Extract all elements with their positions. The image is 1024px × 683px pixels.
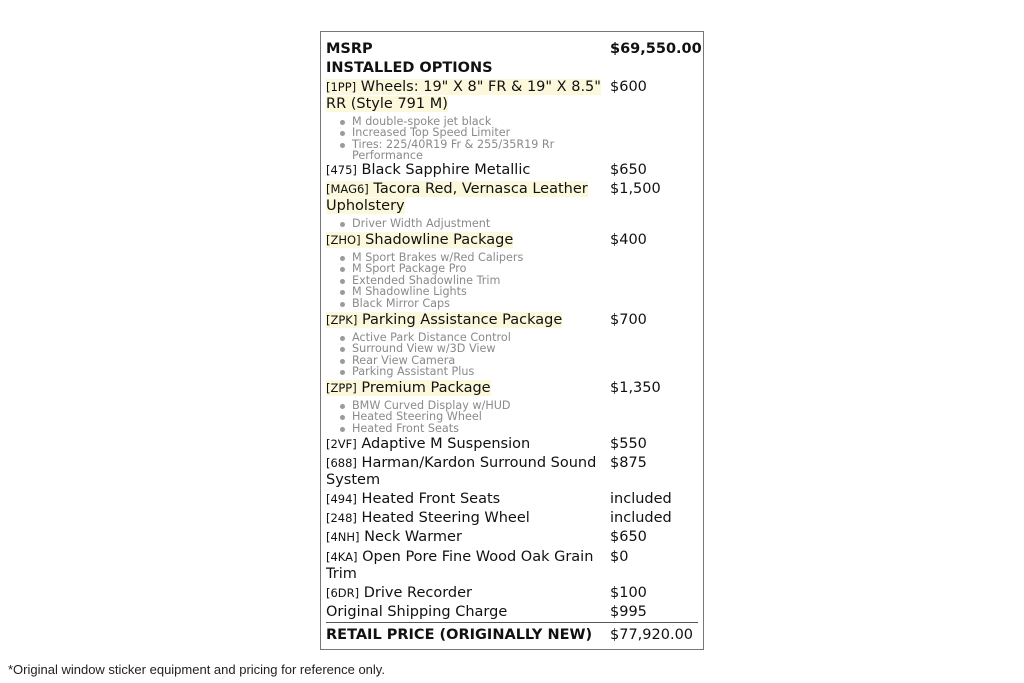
option-name: Black Sapphire Metallic: [361, 162, 531, 178]
option-details-list: [326, 116, 606, 162]
option-name: Open Pore Fine Wood Oak Grain Trim: [326, 549, 594, 582]
option-detail-item: M Sport Package Pro: [326, 263, 606, 274]
option-price: $0: [610, 549, 629, 565]
option-description: [326, 181, 606, 215]
option-description: [326, 436, 606, 453]
option-name: Tacora Red, Vernasca Leather Upholstery: [326, 181, 588, 214]
option-description: [326, 162, 606, 179]
option-code: [688]: [326, 456, 357, 470]
option-detail-item: M Sport Brakes w/Red Calipers: [326, 252, 606, 263]
window-sticker-panel: [320, 31, 704, 650]
option-detail-item: Heated Steering Wheel: [326, 411, 606, 422]
option-name: Neck Warmer: [364, 529, 462, 545]
option-price: $550: [610, 436, 647, 452]
option-detail-item: Heated Front Seats: [326, 423, 606, 434]
option-price: $400: [610, 232, 647, 248]
retail-price-label: RETAIL PRICE (ORIGINALLY NEW): [326, 627, 593, 643]
option-description: [326, 232, 606, 249]
option-code: [2VF]: [326, 437, 357, 451]
option-description: [326, 549, 606, 583]
option-description: [326, 585, 606, 602]
option-description: [326, 79, 606, 113]
option-code: [1PP]: [326, 80, 357, 94]
option-name: Heated Front Seats: [361, 491, 501, 507]
option-detail-item: M double-spoke jet black: [326, 116, 606, 127]
msrp-label: MSRP: [326, 41, 373, 57]
option-name: Wheels: 19" X 8" FR & 19" X 8.5" RR (Style 791 M): [326, 79, 601, 112]
option-code: [494]: [326, 492, 357, 506]
option-price: $650: [610, 529, 647, 545]
option-code: [ZPP]: [326, 381, 357, 395]
installed-options-heading: INSTALLED OPTIONS: [326, 60, 493, 76]
option-price: included: [610, 510, 672, 526]
option-detail-item: Parking Assistant Plus: [326, 366, 606, 377]
option-detail-item: Increased Top Speed Limiter: [326, 127, 606, 138]
option-detail-item: Black Mirror Caps: [326, 298, 606, 309]
option-details-list: [326, 252, 606, 309]
option-detail-item: M Shadowline Lights: [326, 286, 606, 297]
shipping-price: $995: [610, 604, 647, 620]
retail-price-value: $77,920.00: [610, 627, 694, 643]
option-description: [326, 491, 606, 508]
option-price: included: [610, 491, 672, 507]
option-name: Drive Recorder: [363, 585, 472, 601]
option-name: Premium Package: [361, 380, 491, 396]
option-price: $700: [610, 312, 647, 328]
option-detail-item: Active Park Distance Control: [326, 332, 606, 343]
option-name: Harman/Kardon Surround Sound System: [326, 455, 597, 488]
option-name: Parking Assistance Package: [361, 312, 563, 328]
option-detail-item: BMW Curved Display w/HUD: [326, 400, 606, 411]
disclaimer-footnote: *Original window sticker equipment and pricing for reference only.: [8, 662, 385, 677]
option-description: [326, 510, 606, 527]
option-detail-item: Tires: 225/40R19 Fr & 255/35R19 Rr Performance: [326, 139, 606, 162]
option-code: [4NH]: [326, 530, 360, 544]
option-detail-item: Extended Shadowline Trim: [326, 275, 606, 286]
option-code: [4KA]: [326, 550, 358, 564]
option-name: Adaptive M Suspension: [361, 436, 531, 452]
option-name: Shadowline Package: [365, 232, 514, 248]
option-description: [326, 380, 606, 397]
option-code: [MAG6]: [326, 182, 369, 196]
option-price: $100: [610, 585, 647, 601]
option-detail-item: Driver Width Adjustment: [326, 218, 606, 229]
option-description: [326, 529, 606, 546]
option-price: $1,500: [610, 181, 661, 197]
option-description: [326, 455, 606, 489]
shipping-label: Original Shipping Charge: [326, 604, 508, 620]
total-divider: [326, 622, 698, 623]
option-code: [248]: [326, 511, 357, 525]
option-code: [ZHO]: [326, 233, 361, 247]
option-details-list: [326, 218, 606, 229]
option-detail-item: Rear View Camera: [326, 355, 606, 366]
option-price: $875: [610, 455, 647, 471]
option-code: [ZPK]: [326, 313, 358, 327]
option-price: $650: [610, 162, 647, 178]
option-price: $1,350: [610, 380, 661, 396]
option-detail-item: Surround View w/3D View: [326, 343, 606, 354]
option-price: $600: [610, 79, 647, 95]
option-description: [326, 312, 606, 329]
msrp-price: $69,550.00: [610, 41, 702, 57]
option-name: Heated Steering Wheel: [361, 510, 530, 526]
option-code: [6DR]: [326, 586, 360, 600]
option-code: [475]: [326, 163, 357, 177]
option-details-list: [326, 332, 606, 378]
option-details-list: [326, 400, 606, 434]
